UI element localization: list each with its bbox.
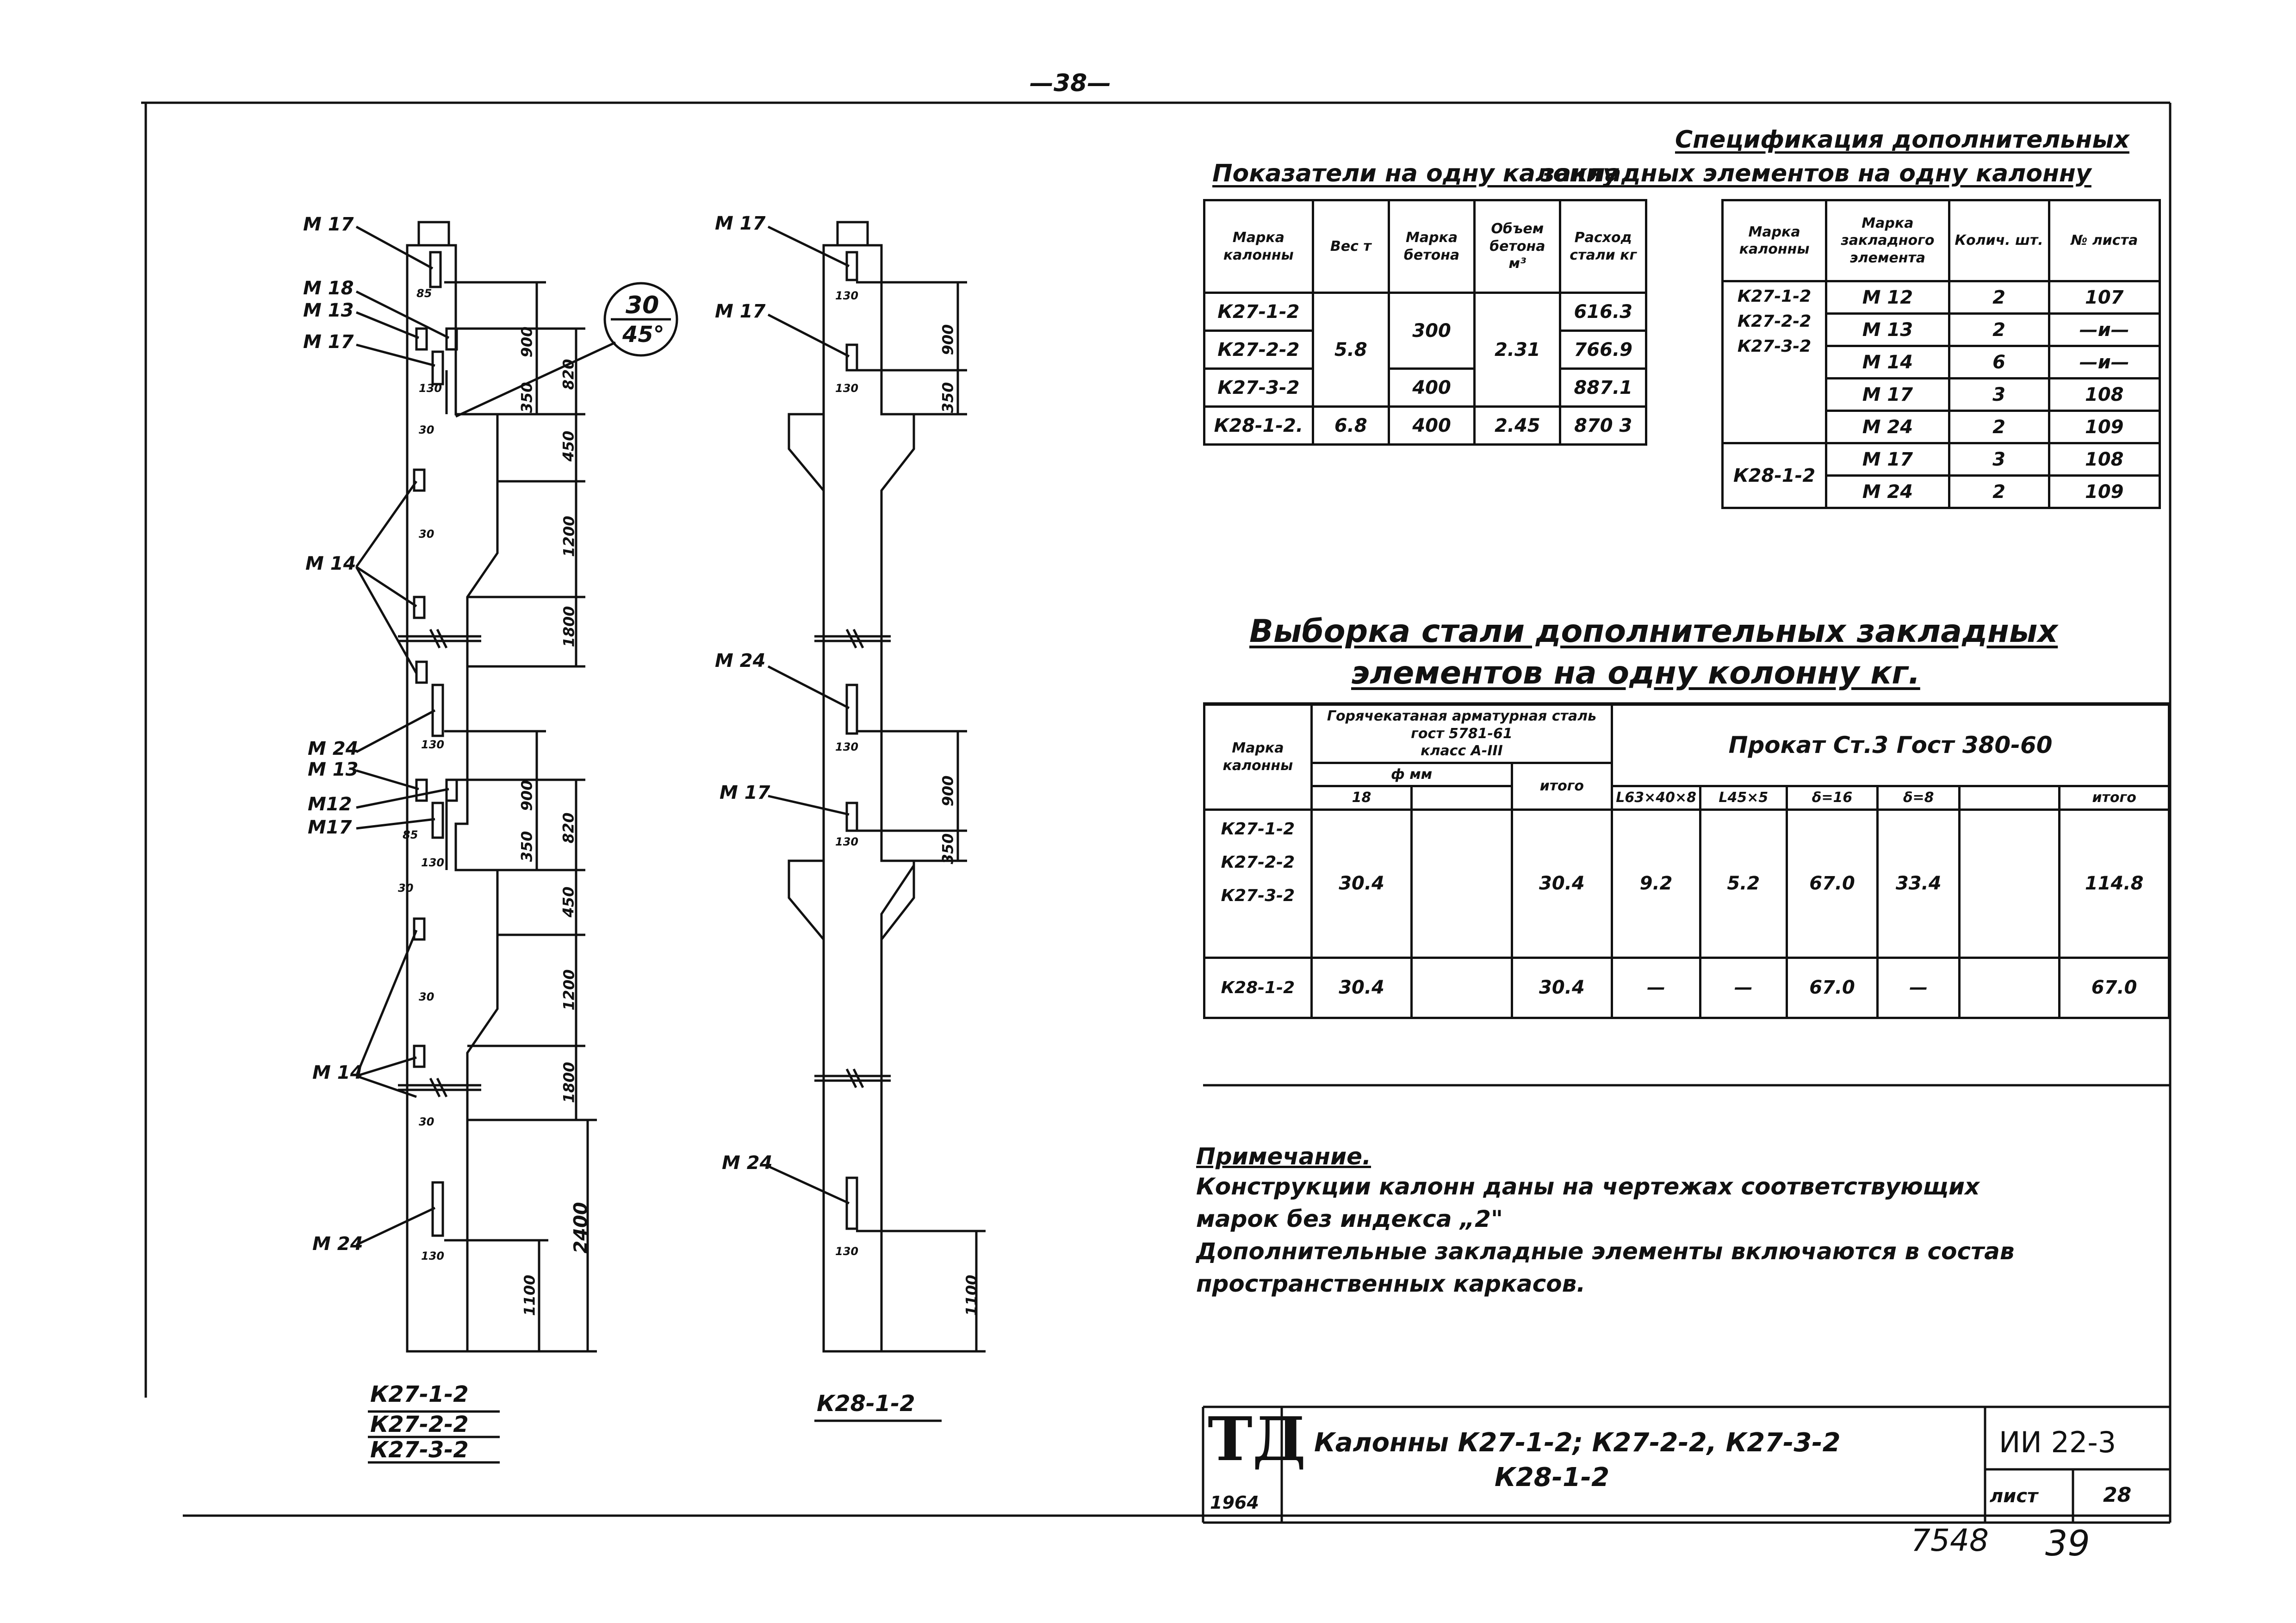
steel-cell: 30.4 [1512,809,1612,958]
ind-cell: К27-2-2 [1204,331,1313,369]
d1-dim: 1800 [560,1062,578,1103]
steel-header-mark: Марка калонны [1204,705,1312,810]
d1-label: М 14 [305,553,356,574]
ind-cell: 300 [1389,293,1474,369]
d1-small-dim: 130 [421,856,445,869]
steel-cell: 114.8 [2060,809,2169,958]
steel-cell: 33.4 [1878,809,1960,958]
d2-small-dim: 130 [835,1245,859,1258]
ind-cell: 2.31 [1475,293,1560,407]
note-title: Примечание. [1196,1143,1371,1170]
steel-cell [1412,809,1512,958]
spec-header-mark: Марка калонны [1723,200,1826,281]
d1-label: М17 [308,817,352,838]
spec-group1-marks [1723,281,1826,443]
d1-small-dim: 30 [419,990,434,1003]
d2-small-dim: 130 [835,835,859,848]
d2-label: М 24 [722,1152,773,1174]
stamp-title-1: Калонны К27-1-2; К27-2-2, К27-3-2 [1314,1428,1841,1458]
stamp-sheet-no: 28 [2103,1483,2132,1507]
spec-cell: 108 [2049,443,2160,476]
ind-header-steel: Расход стали кг [1560,200,1646,293]
callout-top: 30 [626,292,659,319]
steel-sub-header: L45×5 [1700,786,1787,810]
spec-cell: 3 [1949,379,2049,411]
spec-header-qty: Колич. шт. [1949,200,2049,281]
spec-cell: 108 [2049,379,2160,411]
d1-label: М 14 [312,1062,363,1083]
d1-dim: 900 [518,326,536,358]
spec-mark: К27-2-2 [1737,312,1812,331]
ind-cell: К28-1-2. [1204,407,1313,445]
steel-mark: К27-1-2 [1221,819,1295,839]
d2-dim: 900 [939,775,957,807]
spec-cell: 2 [1949,476,2049,508]
d1-small-dim: 85 [403,828,418,841]
steel-header-hot-rolled [1311,705,1612,763]
d2-small-dim: 130 [835,382,859,395]
steel-mark: К27-3-2 [1221,886,1295,905]
d2-label: М 17 [715,301,766,322]
d1-small-dim: 30 [419,528,434,541]
steel-cell: — [1700,958,1787,1018]
d1-dim: 820 [559,359,577,390]
inventory-number: 7548 [1911,1523,1989,1558]
d1-label: М 18 [303,278,354,299]
spec-cell: М 24 [1826,476,1949,508]
d1-small-dim: 130 [421,738,445,751]
d1-dim: 350 [518,831,536,862]
spec-cell: М 13 [1826,314,1949,346]
d1-small-dim: 30 [419,1115,434,1128]
d1-label: М 24 [308,738,359,759]
steel-header-empty [1412,786,1512,810]
steel-cell: 67.0 [1787,809,1878,958]
sheet-total: 39 [2045,1523,2090,1564]
ind-cell: 5.8 [1313,293,1389,407]
d1-caption: К27-2-2 [370,1412,469,1437]
spec-cell: —и— [2049,314,2160,346]
d2-label: М 24 [715,650,766,672]
note-line: марок без индекса „2" [1196,1206,1503,1232]
steel-sub-header: δ=8 [1878,786,1960,810]
steel-header-itogo: итого [1512,763,1612,809]
stamp-logo: ТД [1208,1404,1306,1474]
steel-cell: 30.4 [1311,809,1412,958]
d2-caption: К28-1-2 [817,1391,915,1417]
spec-cell: 109 [2049,476,2160,508]
d1-label: М 13 [308,759,359,780]
steel-hot-rolled-text: Горячекатаная арматурная сталь гост 5781-61 [1327,708,1597,742]
spec-header-element: Марка закладного элемента [1826,200,1949,281]
spec-cell: М 17 [1826,443,1949,476]
steel-title-1: Выборка стали дополнительных закладных [1249,613,2058,650]
steel-cell: 67.0 [1787,958,1878,1018]
steel-header-d18: 18 [1311,786,1412,810]
d1-small-dim: 130 [421,1250,445,1262]
steel-cell [1960,809,2060,958]
d1-small-dim: 30 [419,423,434,436]
ind-cell: 616.3 [1560,293,1646,331]
d1-dim: 1800 [560,606,578,647]
ind-cell: 870 3 [1560,407,1646,445]
spec-title-2: закладных элементов на одну калонну [1541,160,2091,187]
stamp-year: 1964 [1210,1492,1259,1513]
d2-dim: 350 [939,382,957,413]
d1-label: М 24 [312,1233,363,1255]
d2-label: М 17 [715,213,766,234]
ind-header-volume: Объем бетона м³ [1475,200,1560,293]
stamp-sheet-label: лист [1990,1486,2038,1507]
steel-cell: 9.2 [1612,809,1700,958]
steel-cell: 30.4 [1512,958,1612,1018]
d1-small-dim: 30 [398,882,414,895]
ind-cell: К27-3-2 [1204,369,1313,407]
spec-cell: 3 [1949,443,2049,476]
spec-cell: 2 [1949,411,2049,443]
steel-header-prokat: Прокат Ст.3 Гост 380-60 [1612,705,2169,786]
column-k27-outline [356,222,677,1351]
steel-cell: 67.0 [2060,958,2169,1018]
d1-label: М 17 [303,331,354,353]
d2-small-dim: 130 [835,740,859,753]
steel-klass-text: класс А-III [1421,743,1503,759]
spec-mark: К28-1-2 [1723,443,1826,508]
ind-cell: 2.45 [1475,407,1560,445]
callout-bottom: 45° [622,322,664,348]
spec-cell: 2 [1949,314,2049,346]
d1-dim: 2400 [570,1202,592,1254]
steel-cell: — [1612,958,1700,1018]
d2-small-dim: 130 [835,289,859,302]
steel-cell [1960,958,2060,1018]
d1-dim: 1100 [521,1275,539,1316]
steel-sub-header [1960,786,2060,810]
spec-cell: М 14 [1826,346,1949,379]
spec-cell: М 24 [1826,411,1949,443]
d2-dim: 900 [939,324,957,355]
ind-header-mark: Марка калонны [1204,200,1313,293]
d1-small-dim: 130 [419,382,442,395]
ind-cell: 887.1 [1560,369,1646,407]
steel-cell [1412,958,1512,1018]
steel-sub-header: δ=16 [1787,786,1878,810]
steel-sub-header: L63×40×8 [1612,786,1700,810]
d1-dim: 350 [518,382,536,413]
d2-dim: 1100 [962,1275,980,1316]
d2-dim: 350 [939,833,957,864]
page-number-top: —38— [1030,69,1111,97]
ind-header-weight: Вес т [1313,200,1389,293]
d1-dim: 1200 [560,969,578,1011]
spec-header-sheet: № листа [2049,200,2160,281]
spec-title-1: Спецификация дополнительных [1675,126,2129,154]
note-line: Дополнительные закладные элементы включаются в состав [1196,1238,2015,1265]
ind-cell: 6.8 [1313,407,1389,445]
d1-label: М12 [308,794,352,815]
d1-caption: К27-3-2 [370,1437,469,1463]
stamp-code: ИИ 22-3 [1999,1425,2116,1459]
steel-mark: К27-2-2 [1221,852,1295,872]
d1-dim: 450 [559,430,577,462]
steel-header-phi: ф мм [1311,763,1512,786]
d1-small-dim: 85 [416,287,432,300]
steel-mark: К28-1-2 [1204,958,1312,1018]
steel-cell: — [1878,958,1960,1018]
d1-label: М 17 [303,214,354,235]
d1-caption: К27-1-2 [370,1381,469,1407]
d1-dim: 900 [518,780,536,811]
d1-dim: 1200 [560,516,578,557]
steel-title-2: элементов на одну колонну кг. [1351,655,1920,691]
spec-cell: М 17 [1826,379,1949,411]
d1-dim: 450 [559,886,577,918]
ind-cell: 400 [1389,369,1474,407]
note-line: Конструкции калонн даны на чертежах соответствующих [1196,1173,1980,1200]
spec-cell: 6 [1949,346,2049,379]
ind-cell: 766.9 [1560,331,1646,369]
stamp-title-2: К28-1-2 [1495,1462,1610,1492]
spec-table [1721,199,2161,509]
spec-mark: К27-3-2 [1737,337,1812,356]
spec-cell: 2 [1949,281,2049,314]
indicators-table [1203,199,1647,446]
steel-sub-header: итого [2060,786,2169,810]
steel-cell: 5.2 [1700,809,1787,958]
spec-cell: —и— [2049,346,2160,379]
spec-cell: 107 [2049,281,2160,314]
ind-header-concrete: Марка бетона [1389,200,1474,293]
d1-dim: 820 [559,812,577,844]
d1-label: М 13 [303,300,354,321]
steel-cell: 30.4 [1311,958,1412,1018]
spec-mark: К27-1-2 [1737,287,1812,306]
indicators-title: Показатели на одну калонну [1212,160,1619,187]
note-line: пространственных каркасов. [1196,1270,1586,1297]
d2-label: М 17 [720,782,770,803]
ind-cell: 400 [1389,407,1474,445]
steel-group1-marks [1204,809,1312,958]
spec-cell: 109 [2049,411,2160,443]
spec-cell: М 12 [1826,281,1949,314]
ind-cell: К27-1-2 [1204,293,1313,331]
steel-table [1203,703,2170,1019]
